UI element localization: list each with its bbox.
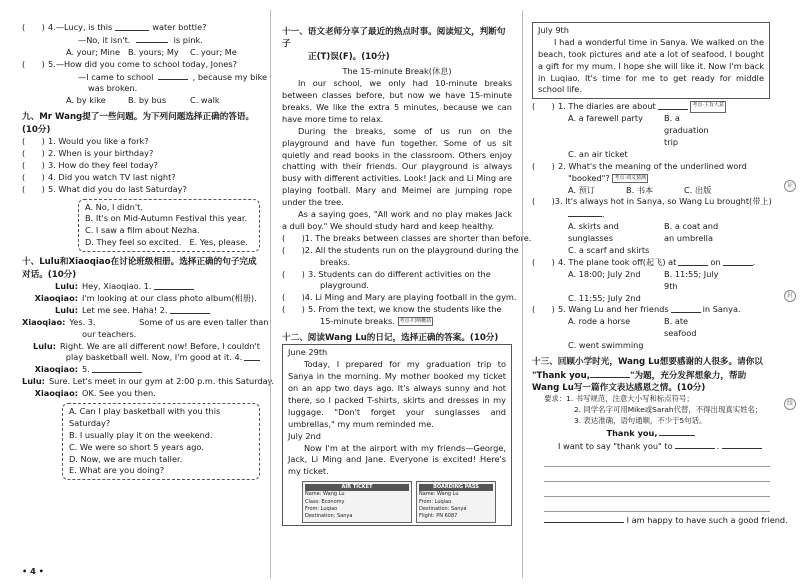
paragraph: As a saying goes, "All work and no play makes Jack a dull boy." We should study hard and keep healthy.	[282, 209, 512, 231]
dialog: Lulu: Hey, Xiaoqiao. 1. Xiaoqiao: I'm looking at our class photo album(相册). Lulu: Let me see. Haha! 2. Xiaoqiao: Yes. 3. Some of us are even taller than our teachers. Lulu: Right. We are all different now! Before, I couldn't play basketball well. Now, I'm good at it. 4. Xiaoqiao: 5. Lulu: Sure. Let's meet in our gym at 2:00 p.m. this Saturday. Xiaoqiao: OK. See you then.	[22, 281, 274, 399]
section-9-options-box: A. No, I didn't. B. It's on Mid-Autumn Festival this year. C. I saw a film about Nezha. D. They feel so excited. E. Yes, please.	[78, 199, 260, 253]
options: A. your; Mine B. yours; My C. your; Me	[66, 46, 237, 57]
section-9-questions: ( ) 1. Would you like a fork? ( ) 2. When is your birthday? ( ) 3. How do they feel today? ( ) 4. Did you watch TV last night? ( ) 5. What did you do last Saturday?	[22, 136, 187, 194]
question-4: ( ) 4. —Lucy, is this water bottle?	[22, 22, 207, 32]
requirements: 要求：1. 书写规范，注意大小写和标点符号； 2. 同学名字可用Mike或Sarah代替，不得出现真实姓名； 3. 表达准确，语句通顺，不少于5句话。	[544, 394, 763, 425]
column-divider	[522, 10, 523, 578]
question-5: ( ) 5. —How did you come to school today, Jones?	[22, 58, 237, 69]
writing-line[interactable]	[544, 497, 770, 512]
diary-date: June 29th	[288, 347, 328, 358]
true-false-questions: ( ) 1. The breaks between classes are shorter than before. ( ) 2. All the students run on the playground during the breaks. ( ) 3. Students can do different activities on the playground. ( ) 4. Li Ming and Mary are playing football in the gym. ( ) 5. From the text, we know the students like the 15-minute breaks. 考点·归纳概括	[282, 232, 532, 327]
section-12-heading: 十二、阅读Wang Lu的日记，选择正确的答案。(10分)	[282, 332, 499, 343]
left-column: ( ) 4. —Lucy, is this water bottle? —No, it isn't. is pink. A. your; Mine B. yours; My C. your; Me ( ) 5. —How did you come to school today, Jones? —I came to school , because my bike was broken. A. by kike B. by bus C. walk 九、Mr Wang提了一些问题。为下列问题选择正确的答语。(10分) ( ) 1. Would you like a fork? ( ) 2. When is your birthday? ( ) 3. How do they feel today? ( ) 4. Did you watch TV last night? ( ) 5. What did you do last Saturday? A. No, I didn't. B. It's on Mid-Autumn Festival this year. C. I saw a film about Nezha. D. They feel so excited. E. Yes, please. 十、Lulu和Xiaoqiao在讨论班级相册。选择正确的句子完成 对话。(10分) Lulu: Hey, Xiaoqiao. 1. Xiaoqiao: I'm looking at our class photo album(相册). Lulu: Let me see. Haha! 2. Xiaoqiao: Yes. 3. Some of us are even taller than our teachers. Lulu: Right. We are all different now! Before, I couldn't play basketball well. Now, I'm good at it. 4. Xiaoqiao: 5. Lulu: Sure. Let's meet in our gym at 2:00 p.m. this Saturday. Xiaoqiao: OK. See you then. A. Can I play basketball with you this Saturday? B. I usually play it on the weekend. C. We were so short 5 years ago. D. Now, we are much taller. E. What are you doing?	[22, 0, 260, 588]
writing-line[interactable]	[544, 467, 770, 482]
ticket-image	[302, 481, 506, 523]
diary-date: July 2nd	[288, 430, 321, 441]
answer-paren[interactable]: ( )	[22, 22, 45, 32]
passage-title: The 15-minute Break(休息)	[342, 66, 452, 77]
diary-box: July 9th I had a wonderful time in Sanya. We walked on the beach, took pictures and ate a lot of seafood. I bought a gift for my mum. I hope she will like it. Now I'm back in Luqiao. It's time for me to get ready for middle school life.	[532, 22, 770, 99]
air-ticket: AIR TICKET Name: Wang Lu Class: Economy From: Luqiao Destination: Sanya	[302, 481, 412, 523]
essay-closing: I am happy to have such a good friend.	[626, 515, 788, 526]
section-13-heading: 十三、回顾小学时光，Wang Lu想要感谢的人很多。请你以	[532, 357, 763, 368]
column-divider	[270, 10, 271, 578]
right-column: July 9th I had a wonderful time in Sanya. We walked on the beach, took pictures and ate a lot of seafood. I bought a gift for my mum. I hope she will like it. Now I'm back in Luqiao. It's time for me to get ready for middle school life. ( ) 1. The diaries are about 考点·主旨大意 A. a farewell party B. a graduation trip C. an air ticket ( ) 2. What's the meaning of the underlined word "booked"? 考点·词义猜测 A. 预订 B. 书本 C. 出版 ( ) 3. It's always hot in Sanya, so Wang Lu brought(带上) . A. skirts and sunglasses B. a coat and an umbrella C. a scarf and skirts ( ) 4. The plane took off(起飞) at on . A. 18:00; July 2nd B. 11:55; July 9th C. 11:55; July 2nd ( ) 5. Wang Lu and her friends in Sanya. A. rode a horse B. ate seafood C. went swimming 十三、回顾小学时光，Wang Lu想要感谢的人很多。请你以 "Thank you, "为题，充分发挥想象力，帮助 Wang Lu写一篇作文表达感恩之情。(10分) 要求：1. 书写规范，注意大小写和标点符号； 2. 同学名字可用Mike或Sarah代替，不得出现真实姓名； 3. 表达准确，语句通顺，不少于5句话。 Thank you, I want to say "thank you" to . I am happy to have such a good friend.	[532, 0, 770, 588]
diary-date: July 9th	[538, 25, 569, 35]
blank[interactable]	[115, 22, 149, 31]
section-9-heading: 九、Mr Wang提了一些问题。为下列问题选择正确的答语。(10分)	[22, 112, 255, 135]
blank[interactable]	[158, 71, 188, 80]
paragraph: During the breaks, some of us run on the playground and have fun together. Some of us sit quietly and read books in the classroom. Others enjoy chatting with their friends. Our playground is always busy with different activities. Look! Jack and Li Ming are playing football. Mary and Meimei are jumping rope under the tree.	[282, 125, 512, 208]
essay-title: Thank you,	[606, 427, 658, 438]
writing-line[interactable]	[544, 452, 770, 467]
boarding-pass: BOARDING PASS Name: Wang Lu From: Luqiao Destination: Sanya Flight: PN 6087	[416, 481, 496, 523]
hint-tag: 考点·归纳概括	[398, 317, 434, 326]
middle-column: 十一、语文老师分享了最近的热点时事。阅读短文，判断句子 正(T)误(F)。(10分) The 15-minute Break(休息) In our school, we only had 10-minute breaks between classes before, but now we have 15-minute breaks. We like the extra 5 minutes, because we can have more time to relax. During the breaks, some of us run on the playground and have fun together. Some of us sit quietly and read books in the classroom. Others enjoy chatting with their friends. Our playground is always busy with different activities. Look! Jack and Li Ming are playing football. Mary and Meimei are jumping rope under the tree. As a saying goes, "All work and no play makes Jack a dull boy." We should study hard and keep healthy. ( ) 1. The breaks between classes are shorter than before. ( ) 2. All the students run on the playground during the breaks. ( ) 3. Students can do different activities on the playground. ( ) 4. Li Ming and Mary are playing football in the gym. ( ) 5. From the text, we know the students like the 15-minute breaks. 考点·归纳概括 十二、阅读Wang Lu的日记，选择正确的答案。(10分) June 29th Today, I prepared for my graduation trip to Sanya in the morning. My mother booked my ticket on an app two days ago. It's always sunny and hot there, so I packed T-shirts, skirts and dresses in my luggage. "Don't forget your sunglasses and umbrellas," my mum reminded me. July 2nd Now I'm at the airport with my friends—George, Jack, Li Ming and Jane. Everyone is excited! Here's my ticket. AIR TICKET Name: Wang Lu Class: Economy From: Luqiao Destination: Sanya BOARDING PASS Name: Wang Lu From: Luqiao Destination: Sanya Flight: PN 6087	[282, 0, 512, 588]
blank[interactable]	[136, 34, 168, 43]
paragraph: In our school, we only had 10-minute breaks between classes before, but now we have 15-minute breaks. We like the extra 5 minutes, because we can have more time to relax.	[282, 78, 512, 124]
section-10-options-box: A. Can I play basketball with you this Saturday? B. I usually play it on the weekend. C. We were so short 5 years ago. D. Now, we are much taller. E. What are you doing?	[62, 403, 260, 480]
reading-questions: ( ) 1. The diaries are about 考点·主旨大意 A. a farewell party B. a graduation trip C. an air ticket ( ) 2. What's the meaning of the underlined word "booked"? 考点·词义猜测 A. 预订 B. 书本 C. 出版 ( ) 3. It's always hot in Sanya, so Wang Lu brought(带上) . A. skirts and sunglasses B. a coat and an umbrella C. a scarf and skirts ( ) 4. The plane took off(起飞) at on . A. 18:00; July 2nd B. 11:55; July 9th C. 11:55; July 2nd ( ) 5. Wang Lu and her friends in Sanya. A. rode a horse B. ate seafood C. went swimming	[532, 101, 772, 351]
page-number: • 4 •	[22, 566, 44, 576]
writing-line[interactable]	[544, 482, 770, 497]
section-11-heading: 十一、语文老师分享了最近的热点时事。阅读短文，判断句子	[282, 27, 506, 50]
diary-box: June 29th Today, I prepared for my graduation trip to Sanya in the morning. My mother booked my ticket on an app two days ago. It's always sunny and hot there, so I packed T-shirts, skirts and dresses in my luggage. "Don't forget your sunglasses and umbrellas," my mum reminded me. July 2nd Now I'm at the airport with my friends—George, Jack, Li Ming and Jane. Everyone is excited! Here's my ticket. AIR TICKET Name: Wang Lu Class: Economy From: Luqiao Destination: Sanya BOARDING PASS Name: Wang Lu From: Luqiao Destination: Sanya Flight: PN 6087	[282, 344, 512, 526]
section-10-heading: 十、Lulu和Xiaoqiao在讨论班级相册。选择正确的句子完成	[22, 257, 257, 268]
